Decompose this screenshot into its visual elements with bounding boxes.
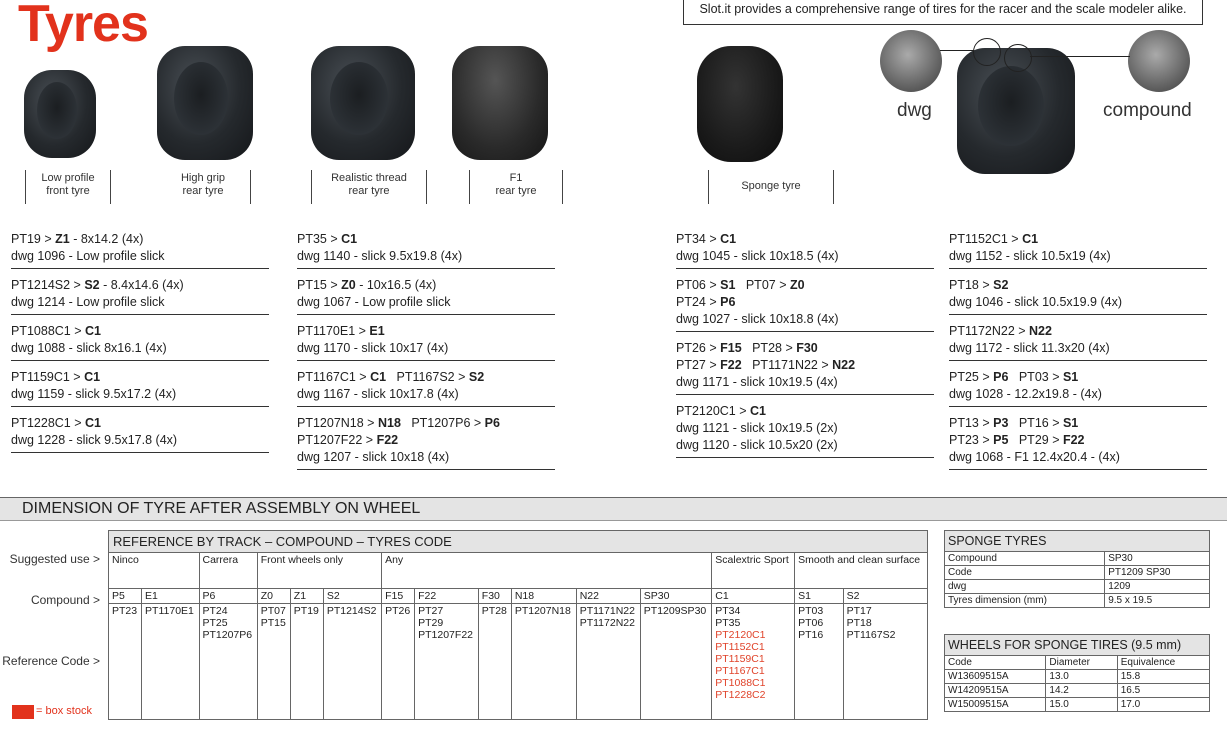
compound-cell: P5: [109, 589, 142, 604]
compound-cell: S1: [795, 589, 843, 604]
tyre-entry: PT15 > Z0 - 10x16.5 (4x) dwg 1067 - Low profile slick: [297, 275, 555, 315]
tyre-entry: PT13 > P3 PT16 > S1 PT23 > P5 PT29 > F22 dwg 1068 - F1 12.4x20.4 - (4x): [949, 413, 1207, 470]
tyre-list-col-2: [297, 229, 555, 476]
tyre-entry: PT25 > P6 PT03 > S1 dwg 1028 - 12.2x19.8 - (4x): [949, 367, 1207, 407]
c1-codes: PT34 PT35: [715, 605, 741, 629]
use-cell: Carrera: [199, 553, 257, 589]
caption-line: Realistic thread: [331, 172, 407, 184]
wheels-cell: 14.2: [1046, 684, 1117, 698]
tyre-caption: [156, 170, 251, 204]
tyre-entry: PT1170E1 > E1 dwg 1170 - slick 10x17 (4x): [297, 321, 555, 361]
caption-line: rear tyre: [348, 185, 390, 197]
code-cell: PT03 PT06 PT16: [795, 604, 843, 720]
sponge-value: SP30: [1105, 552, 1210, 566]
caption-line: front tyre: [46, 185, 90, 197]
wheels-cell: 15.0: [1046, 698, 1117, 712]
tyre-entry: PT1152C1 > C1 dwg 1152 - slick 10.5x19 (4x): [949, 229, 1207, 269]
sponge-tyres-table: [944, 530, 1210, 608]
use-cell: Ninco: [109, 553, 200, 589]
compound-cell: N18: [511, 589, 576, 604]
use-cell: Any: [382, 553, 712, 589]
compound-label: compound: [1103, 100, 1192, 121]
zoom-ring-left: [973, 38, 1001, 66]
reference-table: [108, 530, 928, 720]
reference-table-title: REFERENCE BY TRACK – COMPOUND – TYRES CODE: [109, 531, 928, 553]
code-cell: PT17 PT18 PT1167S2: [843, 604, 927, 720]
caption-line: Low profile: [41, 172, 95, 184]
tyre-entry: PT2120C1 > C1 dwg 1121 - slick 10x19.5 (2x) dwg 1120 - slick 10.5x20 (2x): [676, 401, 934, 458]
tyre-entry: PT1214S2 > S2 - 8.4x14.6 (4x) dwg 1214 - Low profile slick: [11, 275, 269, 315]
sponge-value: 1209: [1105, 580, 1210, 594]
code-cell: PT1209SP30: [640, 604, 711, 720]
section-band: [0, 497, 1227, 521]
caption-line: rear tyre: [495, 185, 537, 197]
tyre-entry: PT1088C1 > C1 dwg 1088 - slick 8x16.1 (4x): [11, 321, 269, 361]
compound-cell: F30: [478, 589, 511, 604]
use-cell: Smooth and clean surface: [795, 553, 928, 589]
compound-cell: C1: [712, 589, 795, 604]
wheels-header: Diameter: [1046, 656, 1117, 670]
high-grip-tyre-image: [157, 46, 253, 160]
wheels-table-title: WHEELS FOR SPONGE TIRES (9.5 mm): [945, 635, 1210, 656]
tyre-entry: PT1207N18 > N18 PT1207P6 > P6 PT1207F22 > F22 dwg 1207 - slick 10x18 (4x): [297, 413, 555, 470]
tyre-list-col-4: [949, 229, 1207, 476]
tyre-entry: PT18 > S2 dwg 1046 - slick 10.5x19.9 (4x): [949, 275, 1207, 315]
wheels-cell: 16.5: [1117, 684, 1209, 698]
tyre-entry: PT06 > S1 PT07 > Z0 PT24 > P6 dwg 1027 - slick 10x18.8 (4x): [676, 275, 934, 332]
tyre-list-col-3: [676, 229, 934, 464]
code-cell-c1: [712, 604, 795, 720]
code-cell: PT1170E1: [142, 604, 199, 720]
tyre-entry: PT34 > C1 dwg 1045 - slick 10x18.5 (4x): [676, 229, 934, 269]
code-cell: PT07 PT15: [257, 604, 290, 720]
tyre-entry: PT1167C1 > C1 PT1167S2 > S2 dwg 1167 - slick 10x17.8 (4x): [297, 367, 555, 407]
suggested-use-label: Suggested use >: [9, 552, 100, 566]
compound-cell: Z0: [257, 589, 290, 604]
caption-line: High grip: [180, 172, 226, 184]
compound-cell: SP30: [640, 589, 711, 604]
section-title: DIMENSION OF TYRE AFTER ASSEMBLY ON WHEEL: [22, 500, 421, 517]
tyre-caption: [469, 170, 563, 204]
tyre-entry: PT1172N22 > N22 dwg 1172 - slick 11.3x20 (4x): [949, 321, 1207, 361]
wheels-cell: W14209515A: [945, 684, 1046, 698]
code-cell: PT27 PT29 PT1207F22: [415, 604, 479, 720]
sponge-key: dwg: [945, 580, 1105, 594]
c1-box-stock-codes: PT2120C1 PT1152C1 PT1159C1 PT1167C1 PT1088C1 PT1228C2: [715, 629, 766, 701]
wheels-header: Code: [945, 656, 1046, 670]
sponge-value: PT1209 SP30: [1105, 566, 1210, 580]
code-cell: PT28: [478, 604, 511, 720]
code-cell: PT23: [109, 604, 142, 720]
compound-cell: S2: [843, 589, 927, 604]
box-stock-swatch: [12, 705, 34, 719]
compound-row-label: Compound >: [30, 593, 100, 607]
f1-tyre-image: [452, 46, 548, 160]
tyre-entry: PT1228C1 > C1 dwg 1228 - slick 9.5x17.8 (4x): [11, 413, 269, 453]
tyre-list-col-1: [11, 229, 269, 459]
connector-line-left: [940, 50, 974, 51]
sponge-key: Code: [945, 566, 1105, 580]
wheels-table: [944, 634, 1210, 712]
sponge-tyre-image: [697, 46, 783, 162]
tyre-entry: PT1159C1 > C1 dwg 1159 - slick 9.5x17.2 (4x): [11, 367, 269, 407]
compound-cell: N22: [576, 589, 640, 604]
sponge-table-title: SPONGE TYRES: [945, 531, 1210, 552]
realistic-thread-tyre-image: [311, 46, 415, 160]
caption-line: F1: [509, 172, 523, 184]
tyre-entry: PT26 > F15 PT28 > F30 PT27 > F22 PT1171N22 > N22 dwg 1171 - slick 10x19.5 (4x): [676, 338, 934, 395]
compound-cell: Z1: [290, 589, 323, 604]
box-stock-legend: = box stock: [36, 705, 92, 717]
compound-zoom-icon: [1128, 30, 1190, 92]
dwg-zoom-icon: [880, 30, 942, 92]
wheels-cell: 17.0: [1117, 698, 1209, 712]
tyre-caption: [311, 170, 427, 204]
dwg-label: dwg: [897, 100, 932, 121]
code-cell: PT19: [290, 604, 323, 720]
tyre-entry: PT19 > Z1 - 8x14.2 (4x) dwg 1096 - Low profile slick: [11, 229, 269, 269]
compound-cell: S2: [323, 589, 381, 604]
compound-cell: P6: [199, 589, 257, 604]
wheels-cell: 15.8: [1117, 670, 1209, 684]
tyre-caption: [708, 170, 834, 204]
wheels-header: Equivalence: [1117, 656, 1209, 670]
code-cell: PT26: [382, 604, 415, 720]
caption-line: rear tyre: [182, 185, 224, 197]
caption-line: Sponge tyre: [741, 180, 801, 192]
wheels-cell: 13.0: [1046, 670, 1117, 684]
zoom-ring-right: [1004, 44, 1032, 72]
use-cell: Scalextric Sport: [712, 553, 795, 589]
sponge-key: Tyres dimension (mm): [945, 594, 1105, 608]
tyre-entry: PT35 > C1 dwg 1140 - slick 9.5x19.8 (4x): [297, 229, 555, 269]
code-cell: PT24 PT25 PT1207P6: [199, 604, 257, 720]
code-cell: PT1207N18: [511, 604, 576, 720]
sponge-value: 9.5 x 19.5: [1105, 594, 1210, 608]
page-title: Tyres: [18, 0, 148, 53]
compound-cell: F22: [415, 589, 479, 604]
wheels-cell: W13609515A: [945, 670, 1046, 684]
compound-cell: F15: [382, 589, 415, 604]
reference-code-label: Reference Code >: [2, 654, 100, 668]
tyre-caption: [25, 170, 111, 204]
wheels-cell: W15009515A: [945, 698, 1046, 712]
compound-cell: E1: [142, 589, 199, 604]
sponge-key: Compound: [945, 552, 1105, 566]
intro-text: Slot.it provides a comprehensive range of tires for the racer and the scale modeler alike.: [683, 0, 1203, 25]
low-profile-tyre-image: [24, 70, 96, 158]
use-cell: Front wheels only: [257, 553, 381, 589]
code-cell: PT1214S2: [323, 604, 381, 720]
connector-line-right: [1030, 56, 1130, 57]
code-cell: PT1171N22 PT1172N22: [576, 604, 640, 720]
